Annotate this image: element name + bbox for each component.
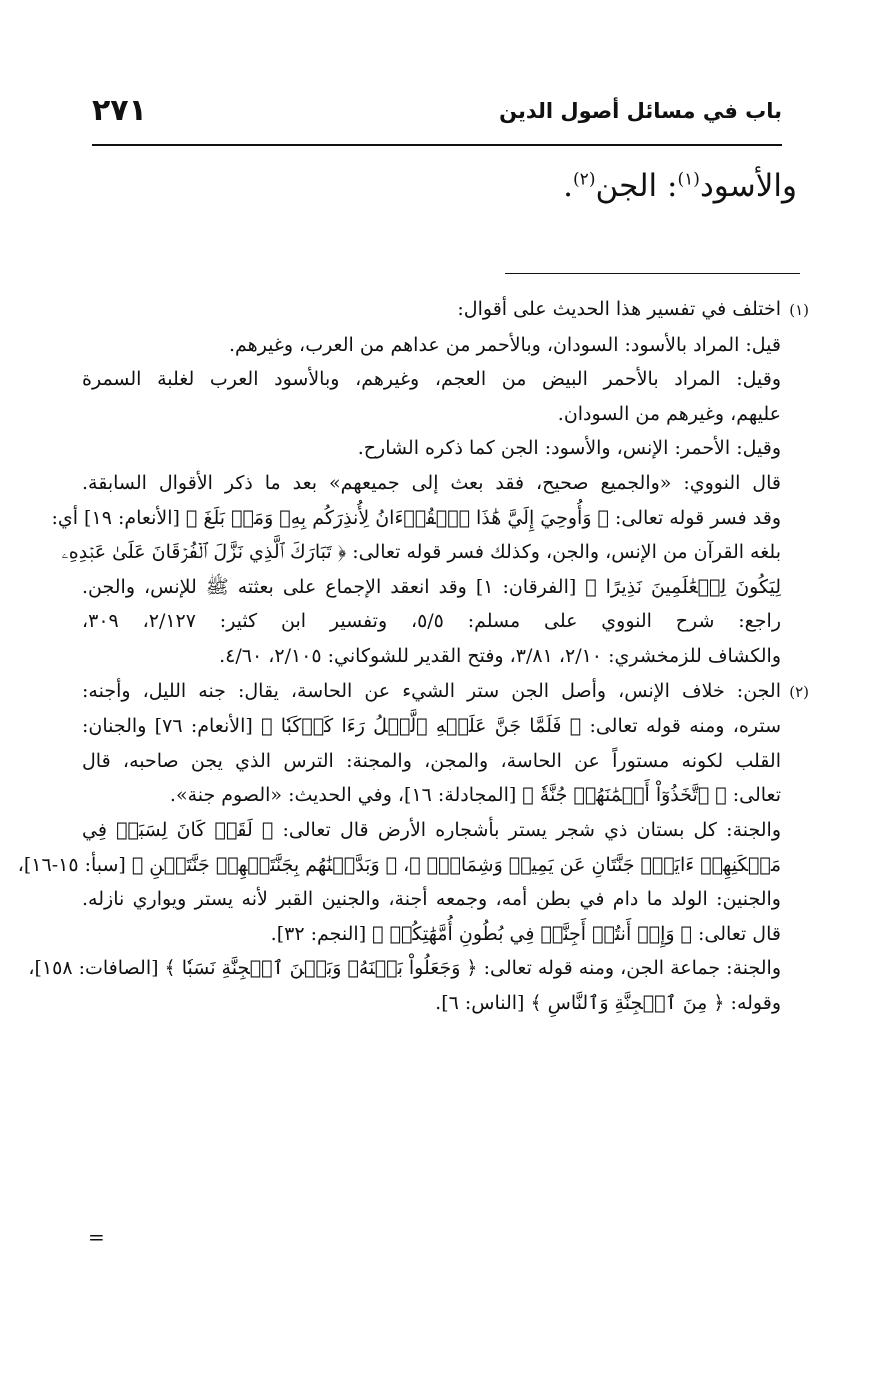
footnote-1-line-7: وقد فسر قوله تعالى: ﴿ وَأُوحِيَ إِلَيَّ هَٰذَا ٱلۡقُرۡءَانُ لِأُنذِرَكُم بِهِۦ وَمَنۢ بَلَغَ ﴾ [الأنعام: ١٩] أي: <box>51 506 781 529</box>
footnote-2-line-9: والجنة: جماعة الجن، ومنه قوله تعالى: ﴿ وَجَعَلُواْ بَيۡنَهُۥ وَبَيۡنَ ٱلۡجِنَّةِ نَسَبٗا ﴾ [الصافات: ١٥٨]، <box>28 957 781 980</box>
running-title: باب في مسائل أصول الدين <box>499 99 782 123</box>
footnote-1-marker: (١) <box>789 301 809 319</box>
footnote-1-line-8: بلغه القرآن من الإنس، والجن، وكذلك فسر قوله تعالى: ﴿ تَبَارَكَ ٱلَّذِي نَزَّلَ ٱلۡفُرۡقَانَ عَلَىٰ عَبۡدِهِۦ <box>61 541 781 564</box>
footnote-1-line-1: (١)اختلف في تفسير هذا الحديث على أقوال: <box>82 292 809 328</box>
footnote-2-line-2: ستره، ومنه قوله تعالى: ﴿ فَلَمَّا جَنَّ عَلَيۡهِ ٱلَّيۡلُ رَءَا كَوۡكَبٗا ﴾ [الأنعام: ٧٦] والجنان: <box>82 715 781 738</box>
main-text <box>92 160 797 212</box>
footnote-2-marker: (٢) <box>789 682 809 701</box>
footnote-2-line-6: مَسۡكَنِهِمۡ ءَايَةٞۖ جَنَّتَانِ عَن يَمِينٖ وَشِمَالٖۖ ﴾، ﴿ وَبَدَّلۡنَٰهُم بِجَنَّتَيۡهِمۡ جَنَّتَيۡنِ ﴾ [سبأ: ١٥-١٦]، <box>17 853 781 876</box>
footnote-1-line-10: راجع: شرح النووي على مسلم: ٥/٥، وتفسير ابن كثير: ٢/١٢٧، ٣٠٩، <box>82 610 781 633</box>
continuation-mark: = <box>88 1225 105 1249</box>
page-number: ٢٧١ <box>92 93 147 128</box>
main-word-aswad: والأسود <box>699 168 797 204</box>
footnote-2-line-4: تعالى: ﴿ ٱتَّخَذُوٓاْ أَيۡمَٰنَهُمۡ جُنَّةٗ ﴾ [المجادلة: ١٦]، وفي الحديث: «الصوم جنة». <box>169 784 781 807</box>
footnote-1-line-6: قال النووي: «والجميع صحيح، فقد بعث إلى جميعهم» بعد ما ذكر الأقوال السابقة. <box>82 471 781 494</box>
footnote-ref-1: (١) <box>677 169 700 190</box>
footnote-1-line-9: لِيَكُونَ لِلۡعَٰلَمِينَ نَذِيرًا ﴾ [الفرقان: ١] وقد انعقد الإجماع على بعثته ﷺ للإنس، والجن. <box>82 575 781 598</box>
footnote-2-line-10: وقوله: ﴿ مِنَ ٱلۡجِنَّةِ وَٱلنَّاسِ ﴾ [الناس: ٦]. <box>435 991 781 1014</box>
footnote-2-line-1: (٢)الجن: خلاف الإنس، وأصل الجن ستر الشيء عن الحاسة، يقال: جنه الليل، وأجنه: <box>82 674 809 710</box>
footnote-1-line-2: قيل: المراد بالأسود: السودان، وبالأحمر من عداهم من العرب، وغيرهم. <box>228 333 781 356</box>
footnote-1-line-4: عليهم، وغيرهم من السودان. <box>557 402 781 425</box>
footnote-ref-2: (٢) <box>573 169 596 190</box>
main-end-period: . <box>563 168 574 204</box>
main-word-jinn: الجن <box>595 168 658 204</box>
footnote-2-line-3: القلب لكونه مستوراً عن الحاسة، والمجن، والمجنة: الترس الذي يجن صاحبه، قال <box>82 749 781 772</box>
footnote-separator-rule <box>505 273 800 274</box>
footnote-2-line-8: قال تعالى: ﴿ وَإِذۡ أَنتُمۡ أَجِنَّةٞ فِي بُطُونِ أُمَّهَٰتِكُمۡ ﴾ [النجم: ٣٢]. <box>270 922 781 945</box>
header-rule <box>92 144 782 146</box>
footnote-1-line-3: وقيل: المراد بالأحمر البيض من العجم، وغيرهم، وبالأسود العرب لغلبة السمرة <box>82 368 781 391</box>
footnote-2-line-5: والجنة: كل بستان ذي شجر يستر بأشجاره الأرض قال تعالى: ﴿ لَقَدۡ كَانَ لِسَبَإٖ فِي <box>82 818 781 841</box>
footnote-2-line-7: والجنين: الولد ما دام في بطن أمه، وجمعه أجنة، والجنين القبر لأنه يستر ويواري نازله. <box>82 888 781 911</box>
footnote-1-line-5: وقيل: الأحمر: الإنس، والأسود: الجن كما ذكره الشارح. <box>357 437 781 460</box>
footnote-1-line-11: والكشاف للزمخشري: ٢/١٠، ٣/٨١، وفتح القدير للشوكاني: ٢/١٠٥، ٤/٦٠. <box>219 644 781 667</box>
page-header <box>92 92 782 136</box>
main-separator: : <box>657 168 678 204</box>
footnotes <box>17 292 809 1020</box>
